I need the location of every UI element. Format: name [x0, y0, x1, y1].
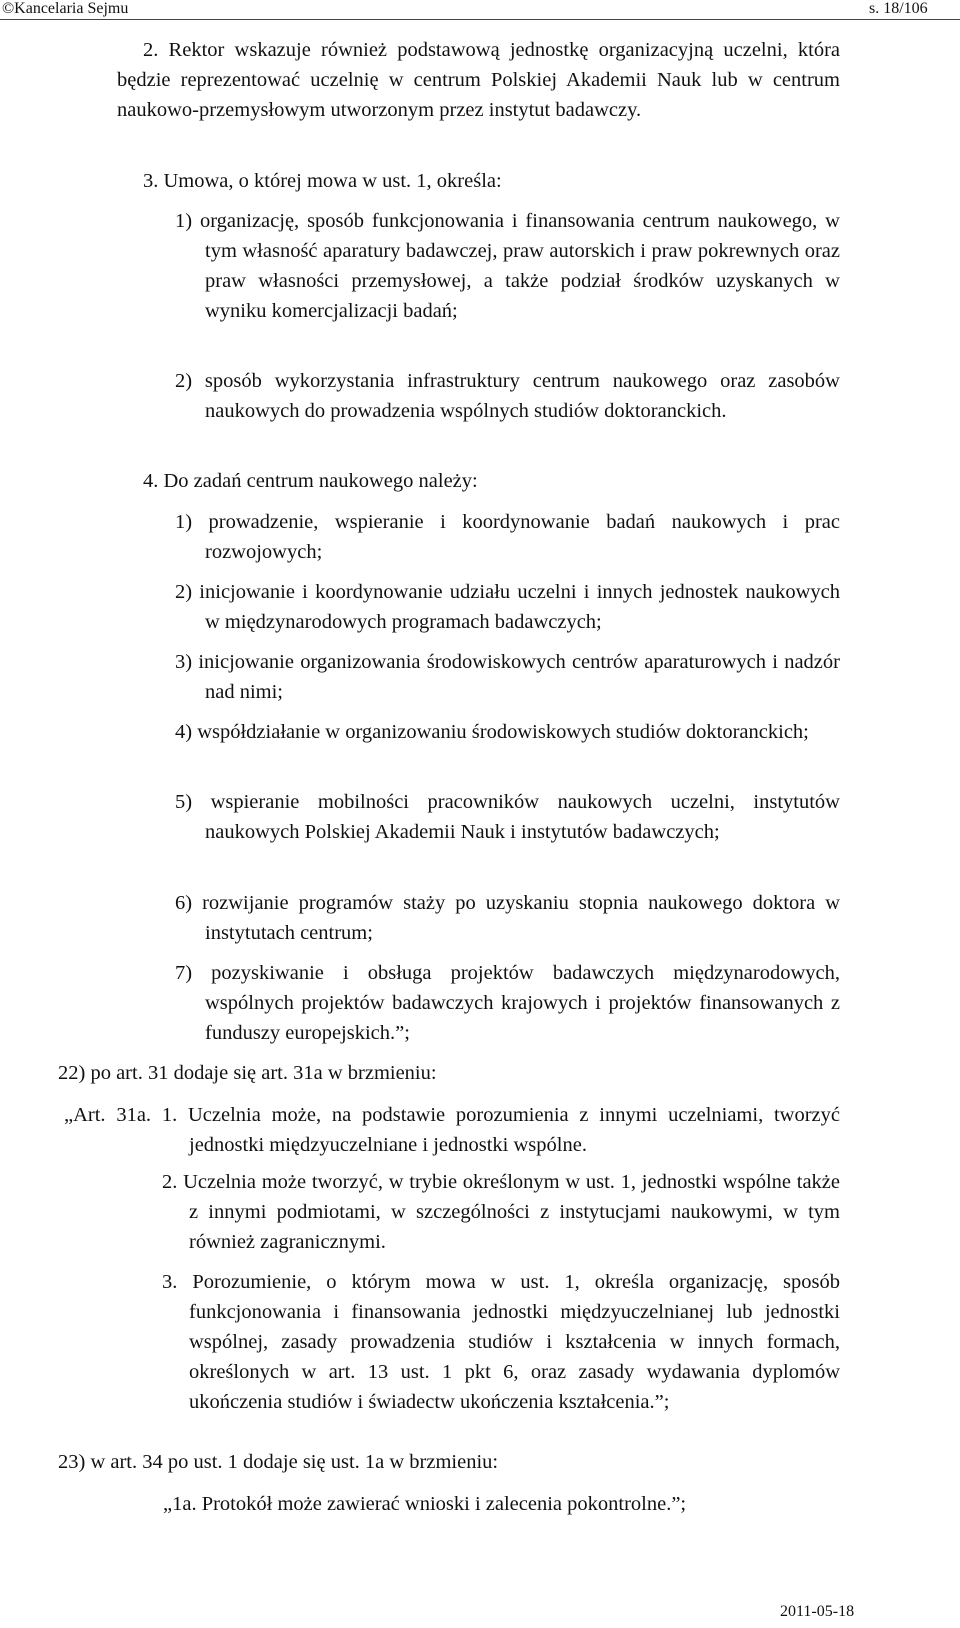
header-divider: [0, 19, 960, 20]
paragraph-ust-4: 4. Do zadań centrum naukowego należy:: [143, 470, 478, 492]
list-item-ust3-pkt1: 1) organizację, sposób funkcjonowania i finansowania centrum naukowego, w tym własność aparatury badawczej, praw autorskich i praw pokrewnych oraz praw własności przemysłowej, a także podział środków uzyskanych w wyniku komercjalizacji badań;: [175, 210, 840, 322]
list-item-ust3-pkt2: 2) sposób wykorzystania infrastruktury centrum naukowego oraz zasobów naukowych do prowadzenia wspólnych studiów doktoranckich.: [175, 370, 840, 422]
paragraph-art31a-ust3: 3. Porozumienie, o którym mowa w ust. 1, określa organizację, sposób funkcjonowania i finansowania jednostki międzyuczelnianej lub jednostki wspólnej, zasady prowadzenia studiów i kształcenia w innych formach, określonych w art. 13 ust. 1 pkt 6, oraz zasady wydawania dyplomów ukończenia studiów i świadectw ukończenia kształcenia.”;: [162, 1271, 840, 1413]
paragraph-ust-2: 2. Rektor wskazuje również podstawową jednostkę organizacyjną uczelni, która będzie reprezentować uczelnię w centrum Polskiej Akademii Nauk lub w centrum naukowo-przemysłowym utworzonym przez instytut badawczy.: [117, 39, 840, 121]
list-item-ust4-pkt5: 5) wspieranie mobilności pracowników naukowych uczelni, instytutów naukowych Polskiej Akademii Nauk i instytutów badawczych;: [175, 791, 840, 843]
paragraph-pkt-23: 23) w art. 34 po ust. 1 dodaje się ust. 1a w brzmieniu:: [58, 1451, 499, 1473]
list-item-ust4-pkt7: 7) pozyskiwanie i obsługa projektów badawczych międzynarodowych, wspólnych projektów badawczych krajowych i projektów finansowanych z funduszy europejskich.”;: [175, 962, 840, 1044]
header-page-number: s. 18/106: [869, 0, 928, 17]
paragraph-ust-3: 3. Umowa, o której mowa w ust. 1, określa:: [143, 170, 502, 192]
header-copyright: ©Kancelaria Sejmu: [2, 0, 129, 17]
page-header: [0, 0, 960, 22]
list-item-ust4-pkt4: 4) współdziałanie w organizowaniu środowiskowych studiów doktoranckich;: [175, 721, 809, 743]
paragraph-pkt-22: 22) po art. 31 dodaje się art. 31a w brzmieniu:: [58, 1062, 437, 1084]
list-item-ust4-pkt2: 2) inicjowanie i koordynowanie udziału uczelni i innych jednostek naukowych w międzynarodowych programach badawczych;: [175, 581, 840, 633]
paragraph-art31a-ust2: 2. Uczelnia może tworzyć, w trybie określonym w ust. 1, jednostki wspólne także z innymi podmiotami, w szczególności z instytucjami naukowymi, w tym również zagranicznymi.: [162, 1171, 840, 1253]
list-item-ust4-pkt6: 6) rozwijanie programów staży po uzyskaniu stopnia naukowego doktora w instytutach centrum;: [175, 892, 840, 944]
list-item-ust4-pkt3: 3) inicjowanie organizowania środowiskowych centrów aparaturowych i nadzór nad nimi;: [175, 651, 840, 703]
paragraph-art31a-ust1: „Art. 31a. 1. Uczelnia może, na podstawie porozumienia z innymi uczelniami, tworzyć jednostki międzyuczelniane i jednostki wspólne.: [64, 1104, 840, 1156]
paragraph-ust-1a: „1a. Protokół może zawierać wnioski i zalecenia pokontrolne.”;: [163, 1493, 687, 1515]
footer-date: 2011-05-18: [780, 1603, 855, 1620]
list-item-ust4-pkt1: 1) prowadzenie, wspieranie i koordynowanie badań naukowych i prac rozwojowych;: [175, 511, 840, 563]
